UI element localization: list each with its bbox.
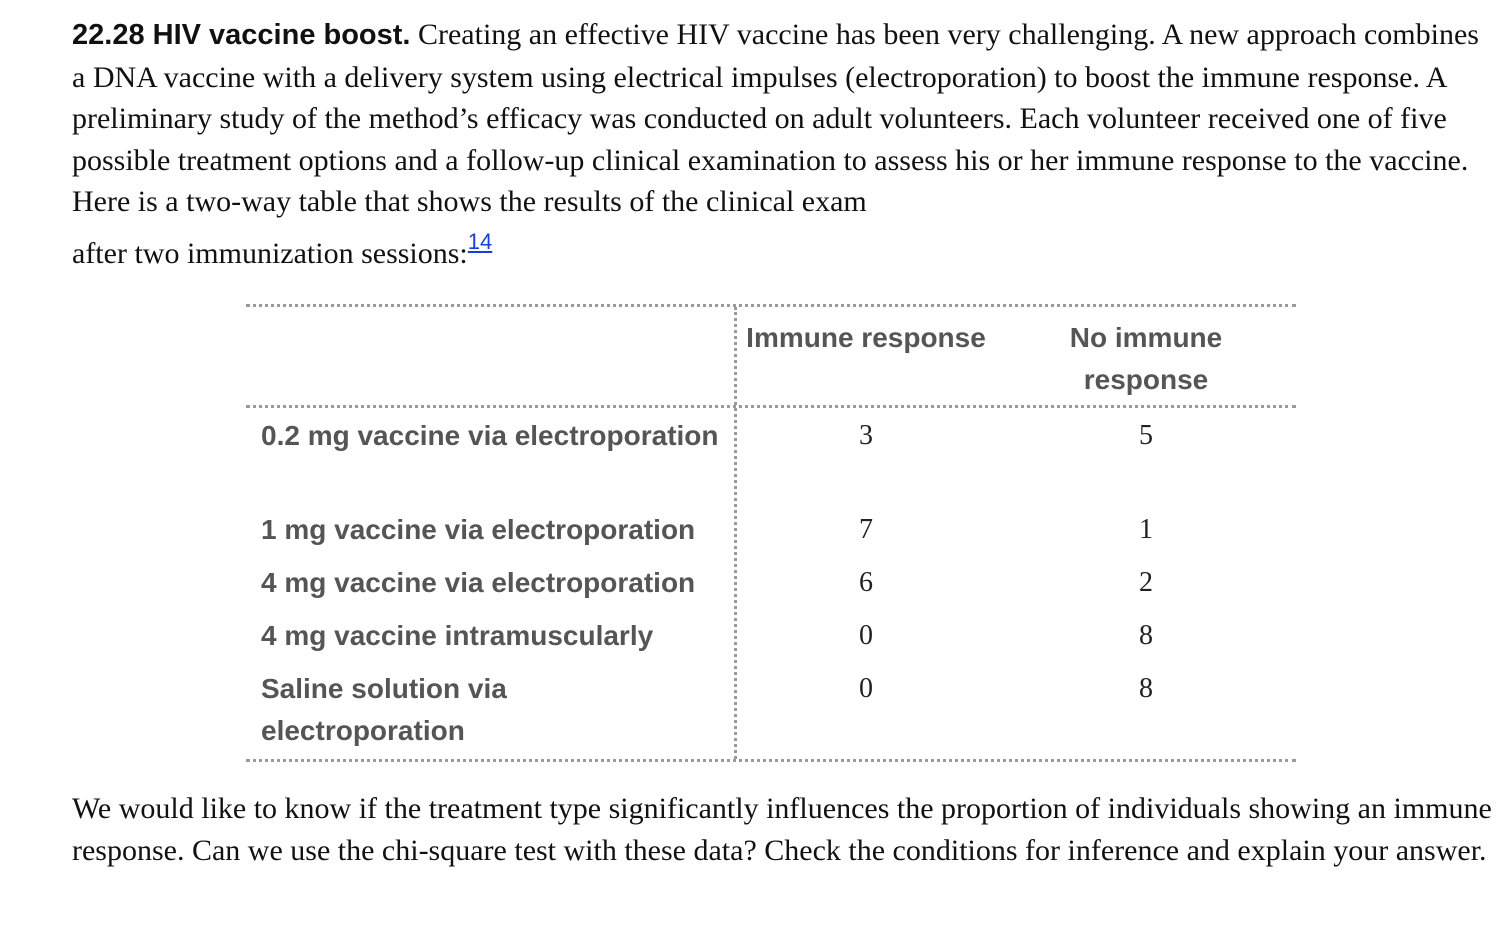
row-label: Saline solution via electroporation xyxy=(261,673,507,746)
column-header-immune: Immune response xyxy=(746,322,986,353)
cell-immune: 3 xyxy=(859,420,873,451)
problem-heading: 22.28 HIV vaccine boost. xyxy=(72,19,411,51)
cell-no-immune: 8 xyxy=(1139,620,1153,651)
row-label: 1 mg vaccine via electroporation xyxy=(261,514,696,545)
cell-no-immune: 5 xyxy=(1139,420,1153,451)
cell-immune: 0 xyxy=(859,620,873,651)
problem-body-tail: after two immunization sessions: xyxy=(72,236,468,270)
cell-immune: 7 xyxy=(859,514,873,545)
column-divider xyxy=(734,307,737,759)
cell-immune: 0 xyxy=(859,673,873,704)
cell-no-immune: 1 xyxy=(1139,514,1153,545)
cell-no-immune: 2 xyxy=(1139,567,1153,598)
footnote-link[interactable]: 14 xyxy=(467,228,493,254)
problem-text xyxy=(72,14,1492,274)
cell-immune: 6 xyxy=(859,567,873,598)
row-label: 4 mg vaccine via electroporation xyxy=(261,567,696,598)
row-label: 0.2 mg vaccine via electroporation xyxy=(261,420,719,451)
two-way-table xyxy=(246,304,1296,762)
cell-no-immune: 8 xyxy=(1139,673,1153,704)
header-divider xyxy=(246,405,1296,408)
problem-body: Creating an effective HIV vaccine has been very challenging. A new approach combines a DNA vaccine with a delivery system using electrical impulses (electroporation) to boost the immune response. A preliminary study of the method’s efficacy was conducted on adult volunteers. Each volunteer received one of five possible treatment options and a follow-up clinical examination to assess his or her immune response to the vaccine. Here is a two-way table that shows the results of the clinical exam xyxy=(72,18,1479,218)
column-header-no-immune: No immune response xyxy=(1069,322,1223,395)
row-label: 4 mg vaccine intramuscularly xyxy=(261,620,654,651)
problem-question: We would like to know if the treatment type significantly influences the proportion of individuals showing an immune response. Can we use the chi-square test with these data? Check the conditions for inference and explain your answer. xyxy=(72,792,1492,867)
problem-intro xyxy=(72,14,1492,274)
